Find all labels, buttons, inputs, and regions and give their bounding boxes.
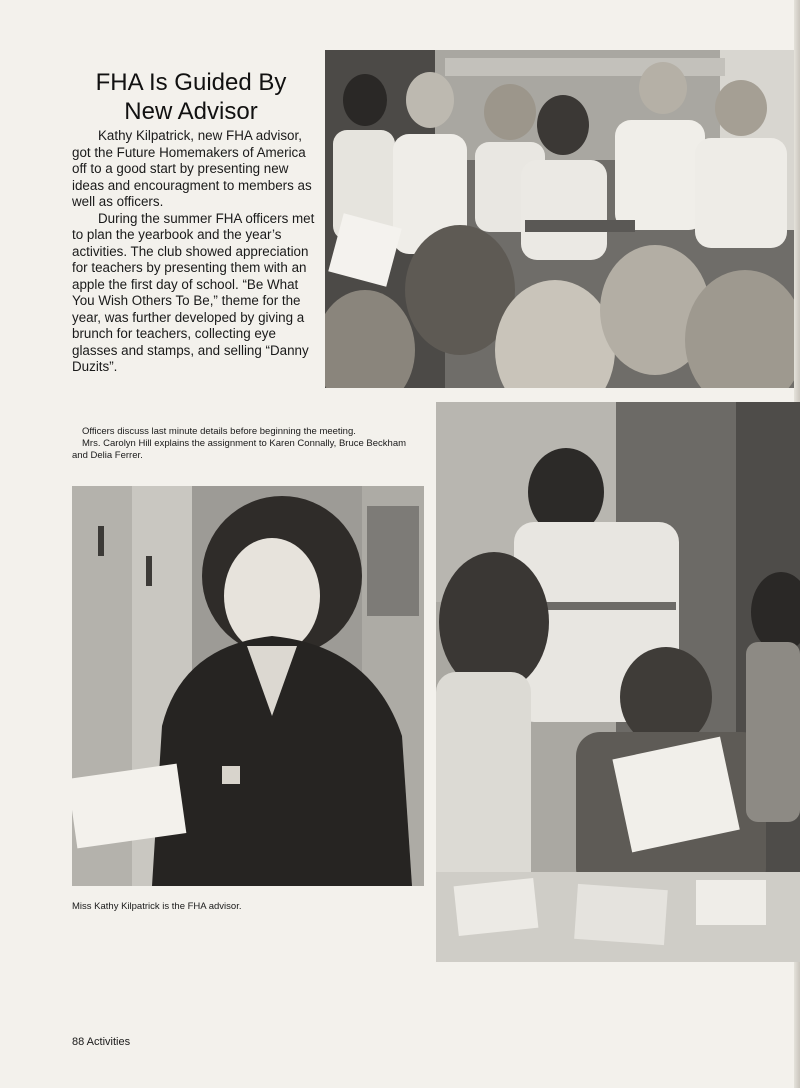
photo-captions xyxy=(72,426,422,462)
article-body xyxy=(72,128,318,376)
body-paragraph-1: Kathy Kilpatrick, new FHA advisor, got the Future Homemakers of America off to a good start by presenting new ideas and encouragment to members as well as officers. xyxy=(72,128,312,209)
group-caption: Mrs. Carolyn Hill explains the assignment to Karen Connally, Bruce Beckham and Delia Ferrer. xyxy=(72,438,407,461)
officers-photo xyxy=(325,50,794,388)
body-paragraph-2: During the summer FHA officers met to plan the yearbook and the year’s activities. The club showed appreciation for teachers by presenting them with an apple the first day of school. “Be What You Wish Others To Be,” theme for the year, was further developed by giving a brunch for teachers, collecting eye glasses and stamps, and selling “Danny Duzits”. xyxy=(72,210,315,374)
advisor-caption: Miss Kathy Kilpatrick is the FHA advisor. xyxy=(72,901,242,912)
advisor-photo xyxy=(72,486,424,886)
group-photo xyxy=(436,402,800,962)
page-folio: 88 Activities xyxy=(72,1036,131,1048)
article-title xyxy=(72,68,310,126)
title-line-1: FHA Is Guided By xyxy=(95,69,287,96)
title-line-2: New Advisor xyxy=(124,98,258,125)
officers-caption: Officers discuss last minute details before beginning the meeting. xyxy=(82,426,356,437)
